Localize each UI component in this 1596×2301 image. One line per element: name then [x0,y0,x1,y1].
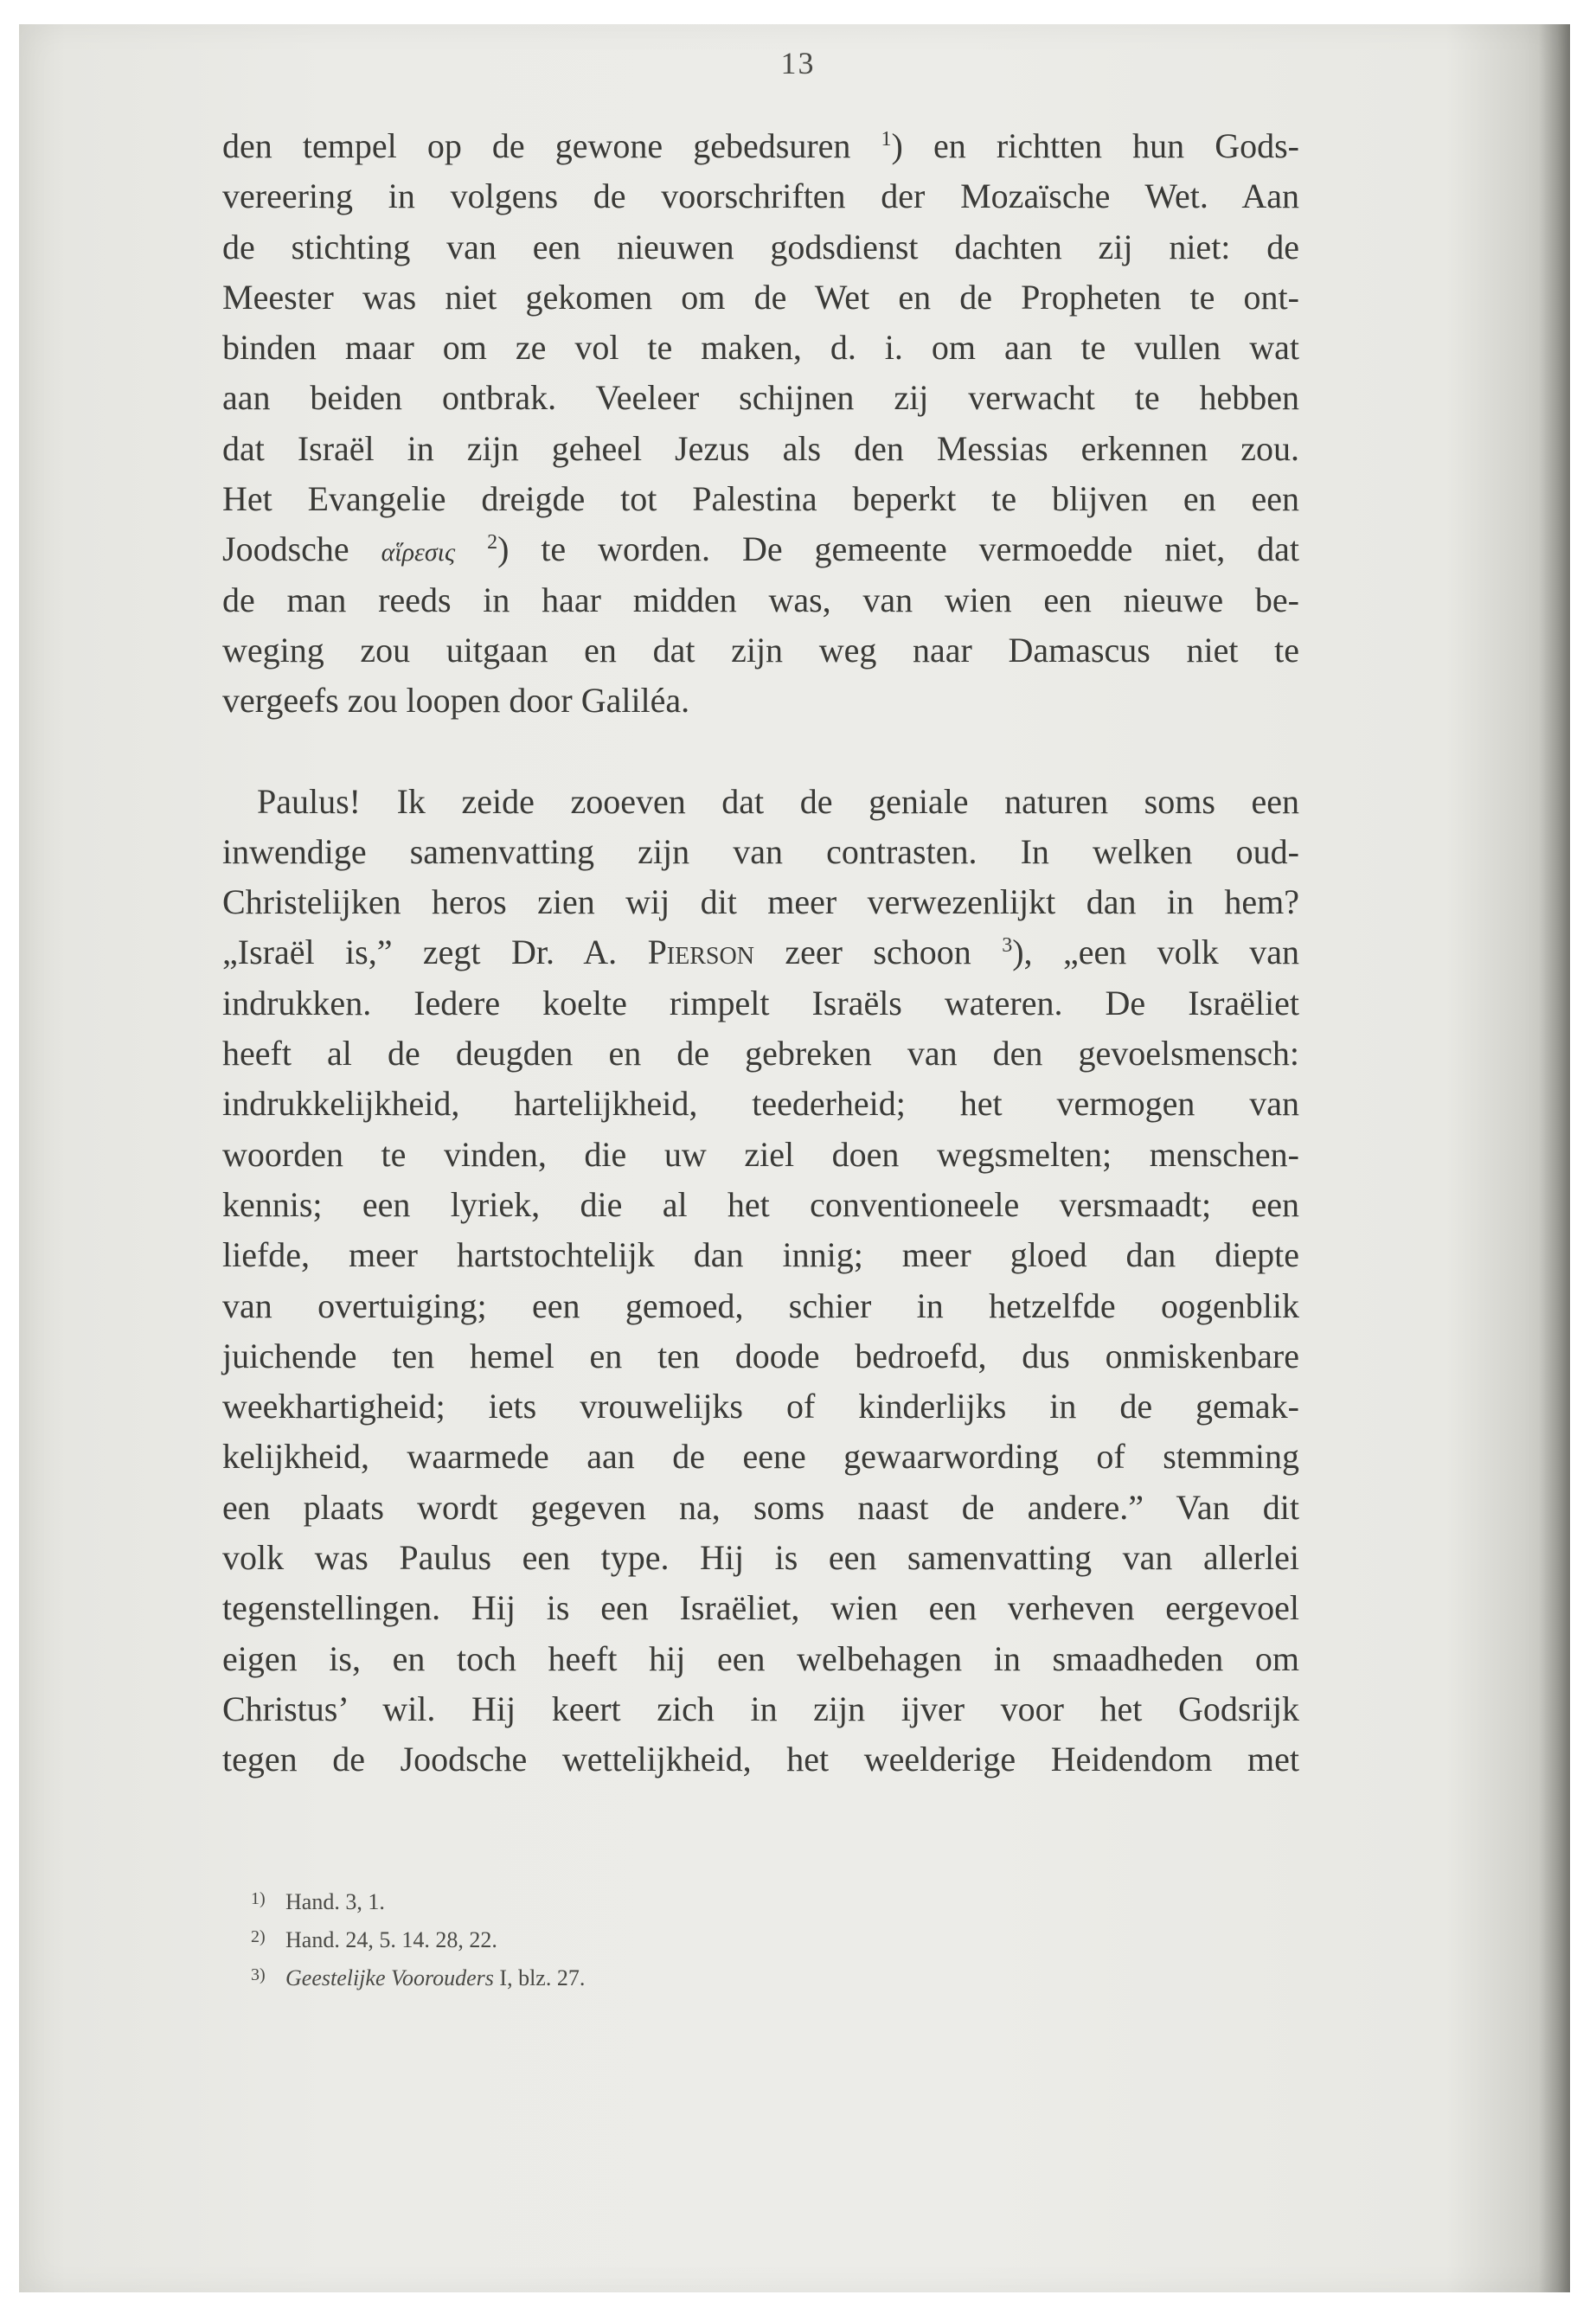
text-line: binden maar om ze vol te maken, d. i. om aan te vullen wat [222,328,1299,368]
text-line: indrukken. Iedere koelte rimpelt Israëls wateren. De Israëliet [222,983,1299,1022]
text-line: weekhartigheid; iets vrouwelijks of kinderlijks in de gemak- [222,1387,1299,1426]
text-line: Christus’ wil. Hij keert zich in zijn ijver voor het Godsrijk [222,1689,1299,1728]
text-line: dat Israël in zijn geheel Jezus als den Messias erkennen zou. [222,428,1299,468]
footnote: 3) Geestelijke Voorouders I, blz. 27. [251,1958,585,1996]
text-line: den tempel op de gewone gebedsuren $^1$) en richtten hun Gods- [222,126,1299,165]
text-line: vereering in volgens de voorschriften der Mozaïsche Wet. Aan [222,176,1299,216]
text-line: Paulus! Ik zeide zooeven dat de geniale naturen soms een [257,781,1299,821]
footnote: 1) Hand. 3, 1. [251,1881,585,1920]
footnote-mark: 2) [251,1927,266,1946]
footnote-ref-2: 2 [487,531,498,554]
text-line: tegenstellingen. Hij is een Israëliet, wien een verheven eergevoel [222,1588,1299,1628]
book-title: Geestelijke Voorouders [285,1965,494,1990]
footnote-ref-1: 1 [881,128,892,151]
text-line: heeft al de deugden en de gebreken van den gevoelsmensch: [222,1034,1299,1074]
body-text [222,121,1299,1785]
footnote: 2) Hand. 24, 5. 14. 28, 22. [251,1920,585,1958]
text-line: „Israël is,” zegt Dr. A. Pierson zeer schoon $^3$), „een volk van [222,933,1299,972]
text-line: een plaats wordt gegeven na, soms naast de andere.” Van dit [222,1487,1299,1527]
text-line: Meester was niet gekomen om de Wet en de Propheten te ont- [222,277,1299,317]
text-line: Joodsche αἵρεσις $^2$) te worden. De gemeente vermoedde niet, dat [222,529,1300,569]
text-line: vergeefs zou loopen door Galiléa. [222,681,690,721]
page-edge-shadow [1539,24,1570,2292]
text-line: indrukkelijkheid, hartelijkheid, teederheid; het vermogen van [222,1084,1299,1124]
author-name: Pierson [647,933,754,972]
text-line: volk was Paulus een type. Hij is een samenvatting van allerlei [222,1538,1299,1578]
greek-word: αἵρεσις [381,538,456,567]
paragraph-gap [222,727,1299,777]
text-line: liefde, meer hartstochtelijk dan innig; meer gloed dan diepte [222,1235,1299,1275]
footnote-mark: 3) [251,1965,266,1984]
footnote-mark: 1) [251,1889,266,1908]
page-number: 13 [780,46,816,80]
footnotes [251,1881,585,1996]
text-line: inwendige samenvatting zijn van contrasten. In welken oud- [222,831,1299,871]
text-line: Het Evangelie dreigde tot Palestina beperkt te blijven en een [222,479,1299,519]
text-line: kennis; een lyriek, die al het conventioneele versmaadt; een [222,1184,1299,1224]
text-line: woorden te vinden, die uw ziel doen wegsmelten; menschen- [222,1134,1299,1174]
text-line: de man reeds in haar midden was, van wien een nieuwe be- [222,580,1299,619]
text-line: Christelijken heros zien wij dit meer verwezenlijkt dan in hem? [222,882,1299,922]
text-line: aan beiden ontbrak. Veeleer schijnen zij verwacht te hebben [222,378,1299,418]
text-line: juichende ten hemel en ten doode bedroefd, dus onmiskenbare [222,1336,1299,1375]
footnote-ref-3: 3 [1002,934,1013,958]
text-line: kelijkheid, waarmede aan de eene gewaarwording of stemming [222,1437,1299,1477]
text-line: van overtuiging; een gemoed, schier in hetzelfde oogenblik [222,1285,1299,1325]
text-line: weging zou uitgaan en dat zijn weg naar Damascus niet te [222,630,1299,670]
text-line: eigen is, en toch heeft hij een welbehagen in smaadheden om [222,1638,1299,1678]
text-line: de stichting van een nieuwen godsdienst dachten zij niet: de [222,227,1299,266]
text-line: tegen de Joodsche wettelijkheid, het weelderige Heidendom met [222,1740,1299,1779]
